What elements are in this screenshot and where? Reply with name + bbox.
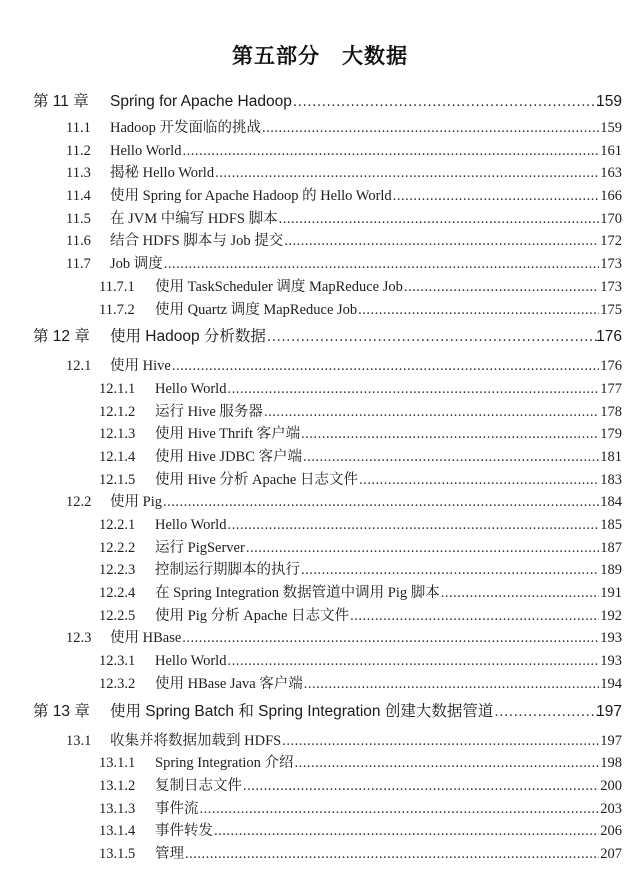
toc-title: 管理 bbox=[155, 845, 184, 862]
toc-number: 13.1 bbox=[66, 732, 92, 749]
toc-entry[interactable] bbox=[0, 185, 640, 208]
dot-leader bbox=[494, 696, 599, 728]
toc-entry[interactable] bbox=[0, 355, 640, 378]
toc-title: Spring for Apache Hadoop bbox=[110, 93, 292, 110]
page-title: 第五部分 大数据 bbox=[232, 45, 408, 68]
dot-leader bbox=[227, 650, 599, 673]
toc-entry[interactable] bbox=[0, 253, 640, 276]
toc-chapter-13[interactable] bbox=[0, 696, 640, 730]
toc-title: 使用 Quartz 调度 MapReduce Job bbox=[155, 301, 358, 318]
toc-title: 使用 Spring for Apache Hadoop 的 Hello World bbox=[110, 188, 392, 205]
toc-entry[interactable] bbox=[0, 423, 640, 446]
toc-entry[interactable] bbox=[0, 650, 640, 673]
toc-title: Hello World bbox=[155, 653, 227, 670]
toc-number: 12.1.3 bbox=[99, 426, 136, 443]
toc-title: Hadoop 开发面临的挑战 bbox=[110, 120, 262, 136]
dot-leader bbox=[279, 208, 599, 231]
dot-leader bbox=[404, 276, 599, 299]
toc-page-number: 193 bbox=[600, 630, 622, 647]
toc-entry[interactable] bbox=[0, 401, 640, 424]
toc-title: 使用 Hive 分析 Apache 日志文件 bbox=[155, 471, 358, 488]
toc-entry[interactable] bbox=[0, 820, 640, 843]
toc-title: Spring Integration 介绍 bbox=[155, 755, 294, 772]
toc-page-number: 177 bbox=[600, 380, 622, 397]
dot-leader bbox=[393, 185, 599, 208]
toc-page-number: 161 bbox=[600, 142, 622, 159]
toc-title: 使用 HBase Java 客户端 bbox=[155, 675, 303, 692]
table-of-contents bbox=[0, 87, 640, 866]
toc-page-number: 189 bbox=[600, 562, 622, 579]
toc-page-number: 170 bbox=[600, 210, 622, 227]
toc-page-number: 187 bbox=[600, 539, 622, 556]
toc-entry[interactable] bbox=[0, 537, 640, 560]
toc-page-number: 176 bbox=[596, 328, 622, 346]
toc-title: 揭秘 Hello World bbox=[110, 165, 215, 182]
toc-number: 11.6 bbox=[66, 233, 91, 250]
dot-leader bbox=[358, 299, 599, 322]
toc-number: 12.3.2 bbox=[99, 675, 136, 692]
dot-leader bbox=[303, 446, 599, 469]
toc-number: 12.1.4 bbox=[99, 448, 136, 465]
toc-number: 13.1.3 bbox=[99, 800, 136, 817]
toc-number: 12.2.4 bbox=[99, 585, 136, 602]
dot-leader bbox=[295, 752, 599, 775]
toc-number: 11.5 bbox=[66, 210, 91, 227]
dot-leader bbox=[301, 423, 599, 446]
toc-number: 12.2.3 bbox=[99, 562, 136, 579]
toc-number: 12.3.1 bbox=[99, 653, 136, 670]
toc-page-number: 193 bbox=[600, 653, 622, 670]
toc-title: 收集并将数据加载到 HDFS bbox=[110, 732, 282, 749]
toc-title: 使用 Pig 分析 Apache 日志文件 bbox=[155, 607, 350, 624]
toc-page-number: 163 bbox=[600, 165, 622, 182]
toc-title: 复制日志文件 bbox=[155, 777, 242, 794]
toc-number: 11.1 bbox=[66, 120, 91, 136]
toc-page-number: 200 bbox=[600, 777, 622, 794]
dot-leader bbox=[163, 491, 599, 514]
toc-chapter-12[interactable] bbox=[0, 321, 640, 355]
toc-number: 12.2.2 bbox=[99, 539, 136, 556]
dot-leader bbox=[227, 378, 599, 401]
toc-title: 使用 Pig bbox=[110, 494, 162, 511]
toc-entry[interactable] bbox=[0, 673, 640, 696]
toc-title: Hello World bbox=[155, 380, 227, 397]
toc-title: 使用 Spring Batch 和 Spring Integration 创建大数据管道 bbox=[110, 702, 494, 720]
dot-leader bbox=[182, 140, 599, 163]
toc-number: 13.1.1 bbox=[99, 755, 136, 772]
toc-page-number: 197 bbox=[600, 732, 622, 749]
toc-page-number: 184 bbox=[600, 494, 622, 511]
toc-entry[interactable] bbox=[0, 140, 640, 163]
toc-number: 13.1.5 bbox=[99, 845, 136, 862]
toc-title: 使用 Hadoop 分析数据 bbox=[110, 328, 266, 346]
toc-entry[interactable] bbox=[0, 491, 640, 514]
toc-number: 12.2.1 bbox=[99, 517, 136, 533]
toc-entry[interactable] bbox=[0, 446, 640, 469]
toc-number: 12.1.2 bbox=[99, 403, 136, 420]
toc-entry[interactable] bbox=[0, 752, 640, 775]
toc-title: 事件流 bbox=[155, 800, 199, 817]
toc-entry[interactable] bbox=[0, 843, 640, 866]
toc-entry[interactable] bbox=[0, 378, 640, 401]
toc-number: 12.1.1 bbox=[99, 380, 136, 397]
toc-number: 11.7 bbox=[66, 256, 91, 273]
toc-entry[interactable] bbox=[0, 162, 640, 185]
toc-number: 11.7.1 bbox=[99, 278, 135, 295]
dot-leader bbox=[267, 321, 599, 353]
toc-title: 事件转发 bbox=[155, 823, 213, 840]
toc-page-number: 159 bbox=[600, 120, 622, 136]
dot-leader bbox=[301, 559, 599, 582]
toc-number: 第 13 章 bbox=[33, 702, 90, 720]
toc-entry[interactable] bbox=[0, 469, 640, 492]
toc-number: 12.1 bbox=[66, 358, 92, 375]
toc-number: 12.3 bbox=[66, 630, 92, 647]
toc-page-number: 185 bbox=[600, 517, 622, 533]
dot-leader bbox=[293, 87, 599, 117]
dot-leader bbox=[214, 820, 599, 843]
dot-leader bbox=[264, 401, 599, 424]
toc-page-number: 197 bbox=[596, 702, 622, 720]
toc-entry[interactable] bbox=[0, 605, 640, 628]
toc-entry[interactable] bbox=[0, 627, 640, 650]
toc-page-number: 207 bbox=[600, 845, 622, 862]
toc-title: 使用 HBase bbox=[110, 630, 182, 647]
dot-leader bbox=[246, 537, 599, 560]
toc-entry[interactable] bbox=[0, 208, 640, 231]
toc-title: 运行 PigServer bbox=[155, 539, 245, 556]
toc-number: 13.1.2 bbox=[99, 777, 136, 794]
toc-number: 13.1.4 bbox=[99, 823, 136, 840]
toc-number: 12.1.5 bbox=[99, 471, 136, 488]
toc-entry[interactable] bbox=[0, 117, 640, 140]
toc-page-number: 206 bbox=[600, 823, 622, 840]
toc-entry[interactable] bbox=[0, 276, 640, 299]
dot-leader bbox=[227, 514, 599, 537]
toc-page-number: 173 bbox=[600, 278, 622, 295]
toc-page-number: 191 bbox=[600, 585, 622, 602]
toc-entry[interactable] bbox=[0, 230, 640, 253]
dot-leader bbox=[359, 469, 599, 492]
toc-page-number: 203 bbox=[600, 800, 622, 817]
toc-title: 使用 Hive bbox=[110, 358, 171, 375]
dot-leader bbox=[304, 673, 599, 696]
dot-leader bbox=[284, 230, 599, 253]
toc-page-number: 183 bbox=[600, 471, 622, 488]
toc-entry[interactable] bbox=[0, 730, 640, 753]
toc-number: 11.7.2 bbox=[99, 301, 135, 318]
toc-chapter-11[interactable] bbox=[0, 87, 640, 117]
dot-leader bbox=[200, 798, 600, 821]
toc-title: 控制运行期脚本的执行 bbox=[155, 562, 300, 579]
toc-title: 使用 TaskScheduler 调度 MapReduce Job bbox=[155, 278, 403, 295]
dot-leader bbox=[182, 627, 599, 650]
toc-title: 使用 Hive JDBC 客户端 bbox=[155, 448, 303, 465]
toc-entry[interactable] bbox=[0, 299, 640, 322]
dot-leader bbox=[185, 843, 599, 866]
dot-leader bbox=[262, 117, 599, 140]
dot-leader bbox=[164, 253, 599, 276]
dot-leader bbox=[441, 582, 599, 605]
toc-title: 结合 HDFS 脚本与 Job 提交 bbox=[110, 233, 284, 250]
toc-title: Hello World bbox=[110, 142, 182, 159]
toc-title: 在 JVM 中编写 HDFS 脚本 bbox=[110, 210, 278, 227]
toc-page-number: 175 bbox=[600, 301, 622, 318]
toc-number: 11.4 bbox=[66, 188, 91, 205]
toc-number: 11.3 bbox=[66, 165, 91, 182]
toc-number: 12.2.5 bbox=[99, 607, 136, 624]
toc-page-number: 166 bbox=[600, 188, 622, 205]
toc-title: Hello World bbox=[155, 517, 227, 533]
toc-title: 运行 Hive 服务器 bbox=[155, 403, 263, 420]
toc-page-number: 192 bbox=[600, 607, 622, 624]
toc-page-number: 178 bbox=[600, 403, 622, 420]
toc-title: 在 Spring Integration 数据管道中调用 Pig 脚本 bbox=[155, 585, 440, 602]
dot-leader bbox=[215, 162, 599, 185]
toc-number: 第 11 章 bbox=[33, 93, 89, 110]
toc-entry[interactable] bbox=[0, 798, 640, 821]
toc-page-number: 181 bbox=[600, 448, 622, 465]
dot-leader bbox=[282, 730, 599, 753]
toc-page-number: 159 bbox=[596, 93, 622, 110]
dot-leader bbox=[172, 355, 599, 378]
toc-entry[interactable] bbox=[0, 582, 640, 605]
toc-title: Job 调度 bbox=[110, 256, 163, 273]
toc-number: 12.2 bbox=[66, 494, 92, 511]
dot-leader bbox=[243, 775, 599, 798]
toc-page-number: 172 bbox=[600, 233, 622, 250]
toc-page-number: 194 bbox=[600, 675, 622, 692]
toc-entry[interactable] bbox=[0, 559, 640, 582]
toc-entry[interactable] bbox=[0, 514, 640, 537]
toc-number: 第 12 章 bbox=[33, 328, 90, 346]
toc-title: 使用 Hive Thrift 客户端 bbox=[155, 426, 301, 443]
toc-page-number: 173 bbox=[600, 256, 622, 273]
toc-page-number: 176 bbox=[600, 358, 622, 375]
toc-page-number: 179 bbox=[600, 426, 622, 443]
toc-number: 11.2 bbox=[66, 142, 91, 159]
dot-leader bbox=[350, 605, 599, 628]
toc-entry[interactable] bbox=[0, 775, 640, 798]
toc-page-number: 198 bbox=[600, 755, 622, 772]
